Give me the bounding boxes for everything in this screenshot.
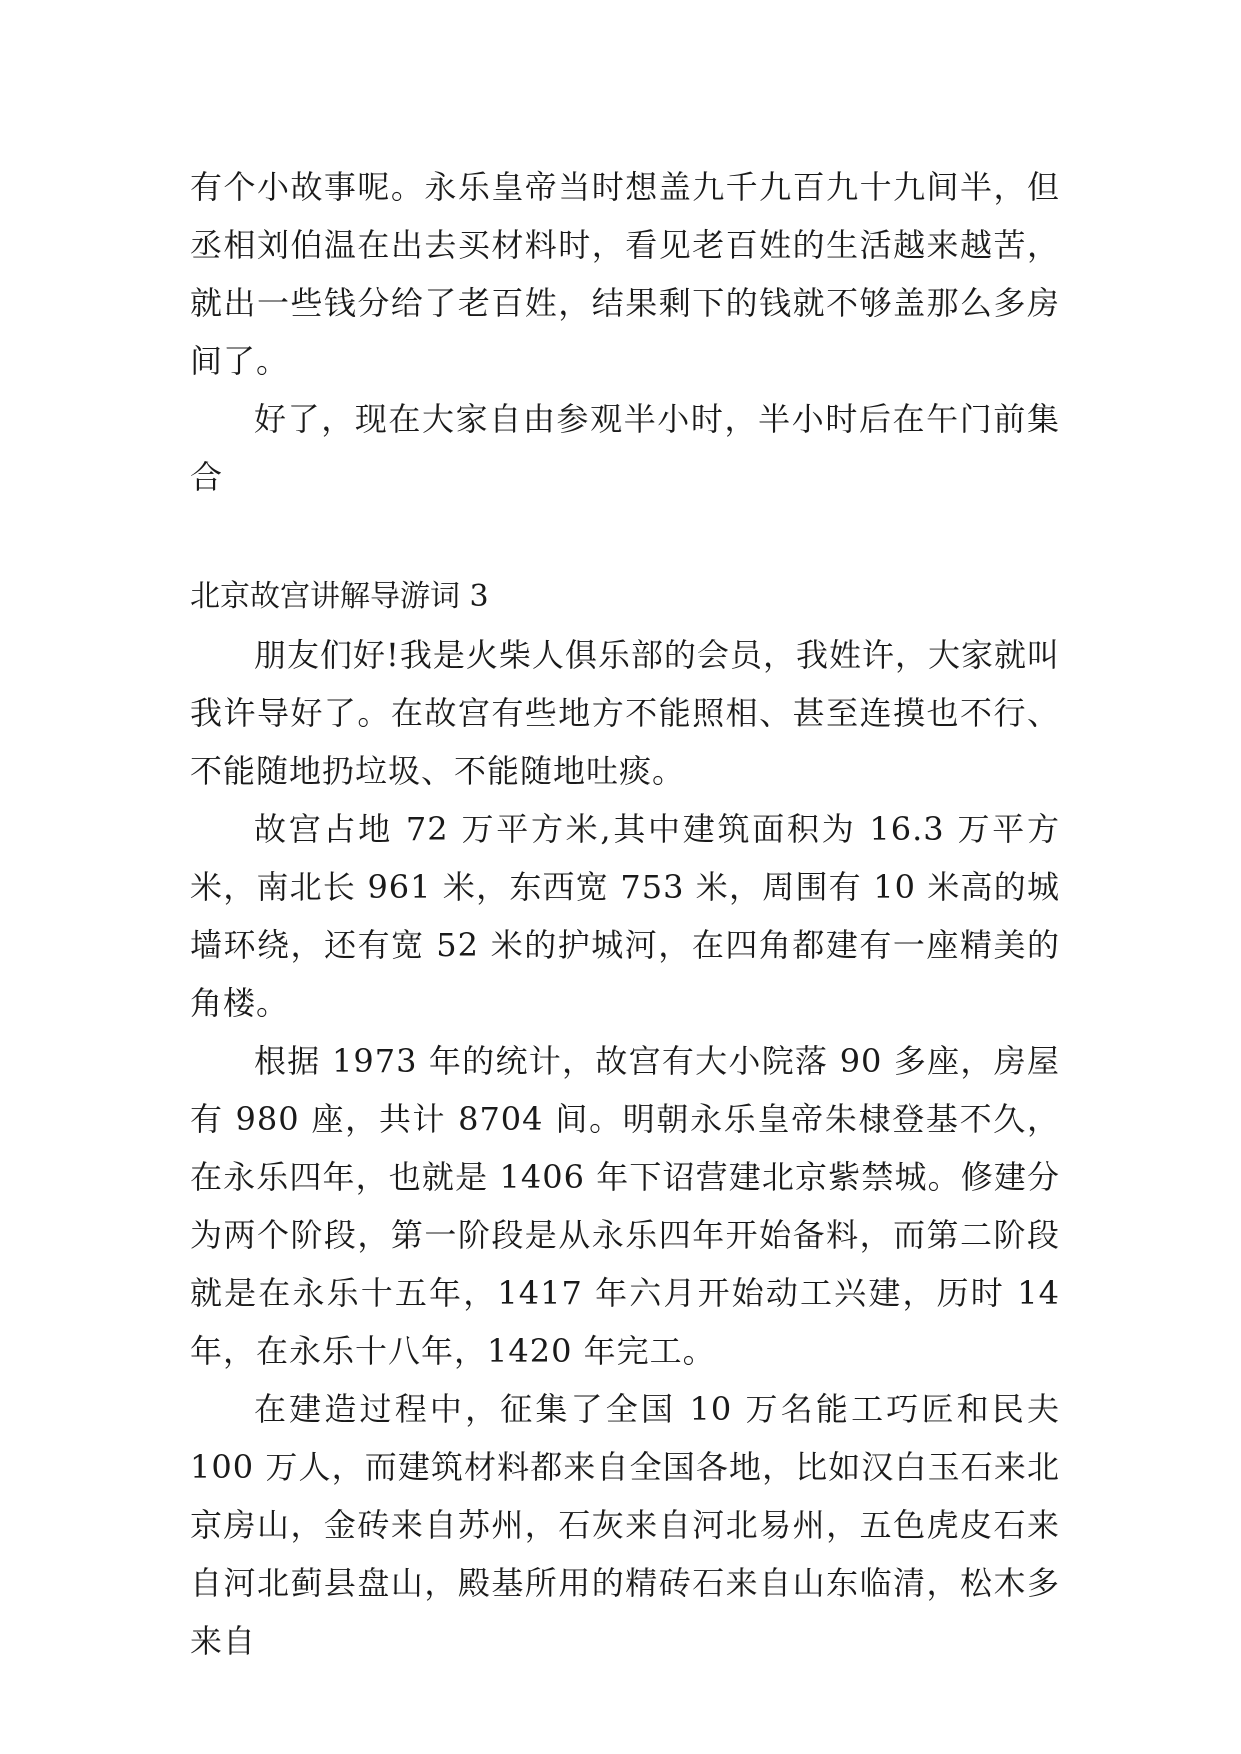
- paragraph-materials: 在建造过程中，征集了全国 10 万名能工巧匠和民夫 100 万人，而建筑材料都来自全国各地，比如汉白玉石来北京房山，金砖来自苏州，石灰来自河北易州，五色虎皮石来自河北蓟县盘山，殿基所用的精砖石来自山东临清，松木多来自: [190, 1390, 1060, 1660]
- paragraph-closing: 好了，现在大家自由参观半小时，半小时后在午门前集合: [190, 400, 1060, 496]
- paragraph-area: 故宫占地 72 万平方米,其中建筑面积为 16.3 万平方米，南北长 961 米，东西宽 753 米，周围有 10 米高的城墙环绕，还有宽 52 米的护城河，在四角都建有一座精美的角楼。: [190, 810, 1060, 1022]
- paragraph-continuation: 有个小故事呢。永乐皇帝当时想盖九千九百九十九间半，但丞相刘伯温在出去买材料时，看见老百姓的生活越来越苦，就出一些钱分给了老百姓，结果剩下的钱就不够盖那么多房间了。: [190, 168, 1060, 380]
- paragraph-greeting: 朋友们好!我是火柴人俱乐部的会员，我姓许，大家就叫我许导好了。在故宫有些地方不能照相、甚至连摸也不行、不能随地扔垃圾、不能随地吐痰。: [190, 636, 1060, 790]
- document-page: [190, 158, 1060, 1670]
- paragraph-history: 根据 1973 年的统计，故宫有大小院落 90 多座，房屋有 980 座，共计 8704 间。明朝永乐皇帝朱棣登基不久，在永乐四年，也就是 1406 年下诏营建北京紫禁城。修建分为两个阶段，第一阶段是从永乐四年开始备料，而第二阶段就是在永乐十五年，1417 年六月开始动工兴建，历时 14 年，在永乐十八年，1420 年完工。: [190, 1042, 1060, 1370]
- section-title: 北京故宫讲解导游词 3: [190, 579, 489, 614]
- section-gap: [190, 506, 1060, 568]
